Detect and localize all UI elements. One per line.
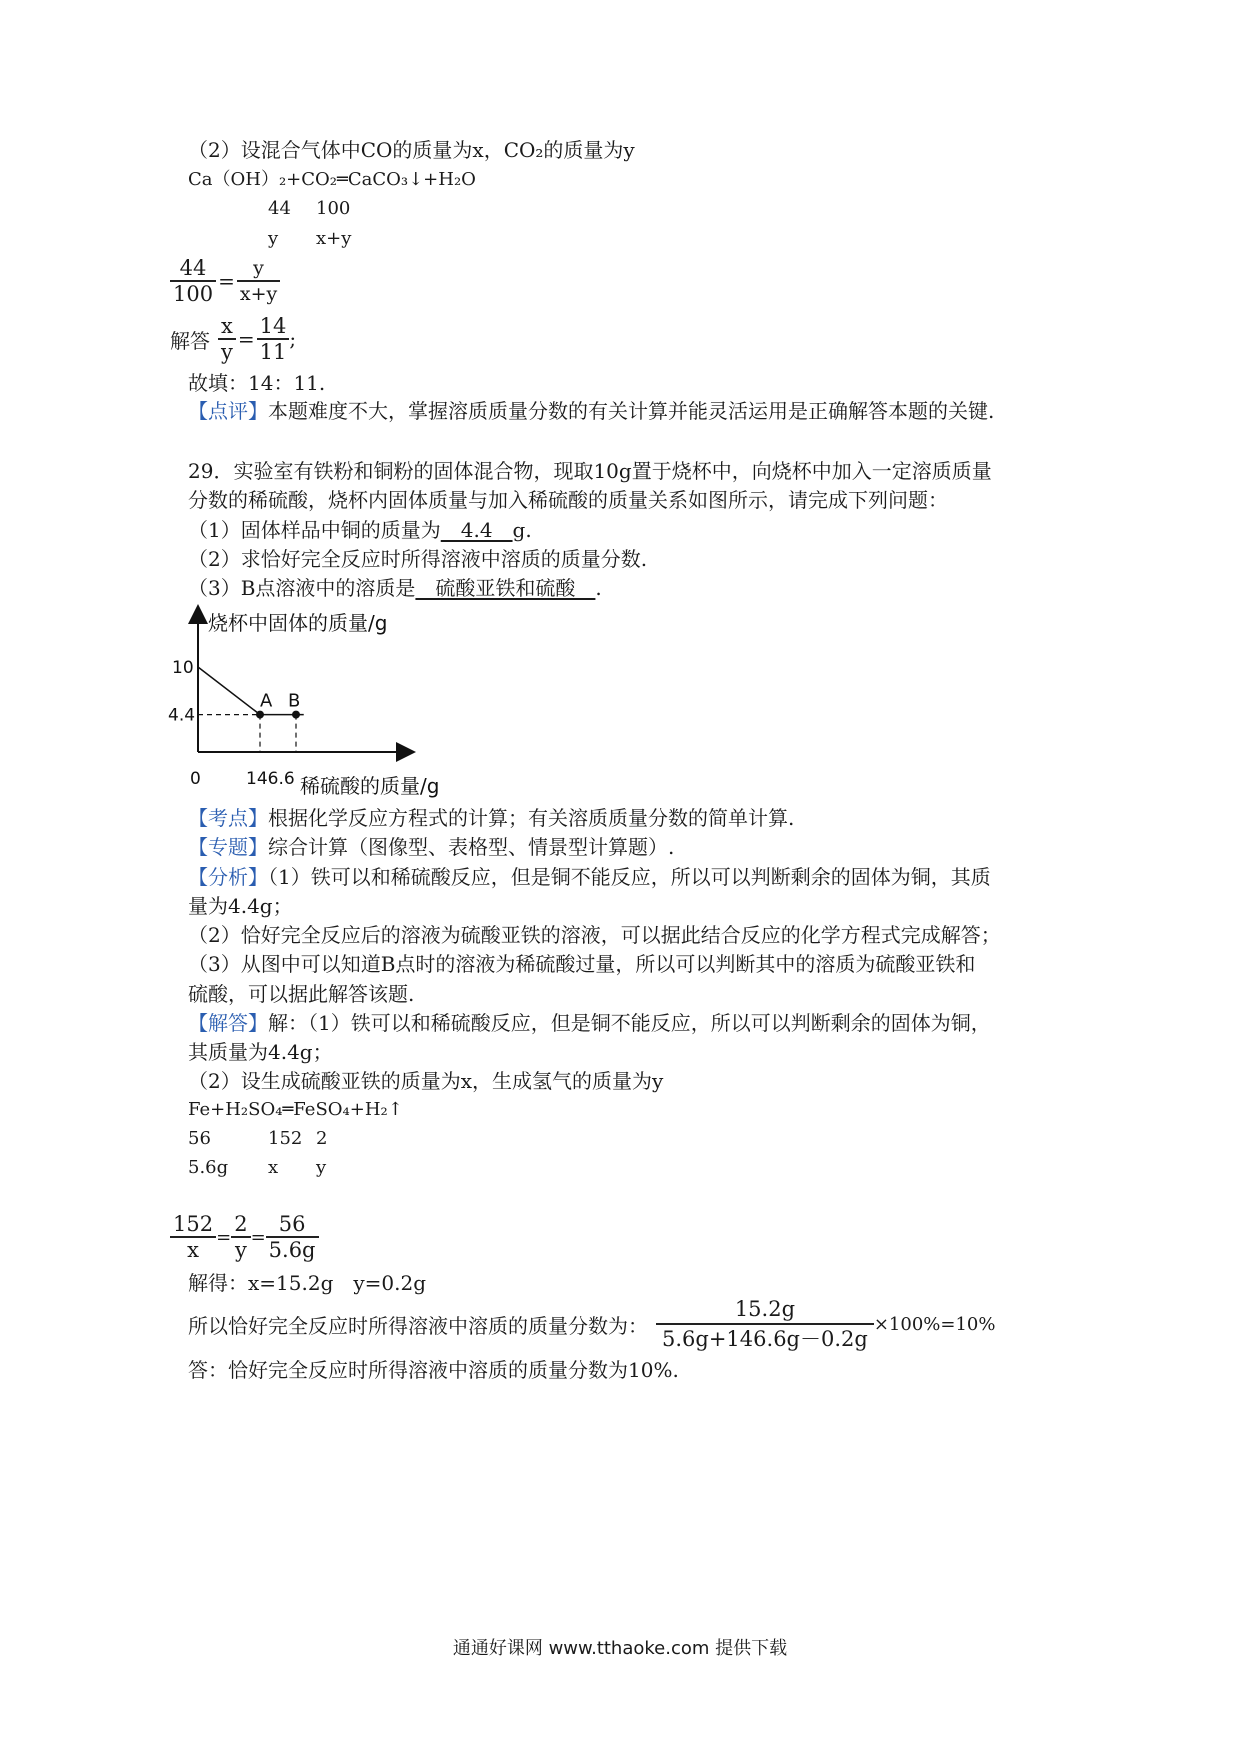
fenxi-line3: （2）恰好完全反应后的溶液为硫酸亚铁的溶液，可以据此结合反应的化学方程式完成解答； xyxy=(188,923,1001,947)
answer-num2: 14 xyxy=(257,314,290,340)
percent-denominator: 5.6g+146.6g－0.2g xyxy=(662,1327,868,1351)
y-tick-4.4: 4.4 xyxy=(168,705,196,726)
kaodian-text: 根据化学反应方程式的计算；有关溶质质量分数的简单计算. xyxy=(268,806,795,830)
q29-stem-line1: 29．实验室有铁粉和铜粉的固体混合物，现取10g置于烧杯中，向烧杯中加入一定溶质质量 xyxy=(188,459,992,483)
var2-y: y xyxy=(316,1157,327,1178)
q29-subq1 xyxy=(188,517,532,543)
q3-answer: 硫酸亚铁和硫酸 xyxy=(415,576,596,600)
answer-den1: y xyxy=(221,340,233,364)
q29-subq3 xyxy=(188,575,602,601)
q3-prompt: （3）B点溶液中的溶质是 xyxy=(188,576,416,600)
jieda-line2: 其质量为4.4g； xyxy=(188,1040,333,1064)
point-A-label: A xyxy=(260,690,273,712)
ratio-equation: $\frac{44}{100}$ = $\frac{y}{x+y}$ xyxy=(170,256,280,306)
answer-label: 解答 xyxy=(170,328,210,353)
ratio2-den1: x xyxy=(187,1238,199,1262)
mass-chart xyxy=(160,600,480,805)
var-y: y xyxy=(268,228,279,249)
ratio-num2: y xyxy=(237,256,280,282)
fenxi-text1: （1）铁可以和稀硫酸反应，但是铜不能反应，所以可以判断剩余的固体为铜，其质 xyxy=(268,865,991,889)
ratio2-num1: 152 xyxy=(170,1212,216,1238)
mass-44: 44 xyxy=(268,198,291,219)
solve-line: 解得：x=15.2g y=0.2g xyxy=(188,1271,427,1295)
zhuanti-line xyxy=(188,834,674,860)
ratio2-num3: 56 xyxy=(266,1212,319,1238)
answer-num1: x xyxy=(218,314,236,340)
ratio-den2: x+y xyxy=(239,283,278,305)
jieda-line3: （2）设生成硫酸亚铁的质量为x，生成氢气的质量为y xyxy=(188,1069,664,1093)
zhuanti-tag: 【专题】 xyxy=(188,835,268,859)
part2-intro: （2）设混合气体中CO的质量为x，CO₂的质量为y xyxy=(188,138,635,162)
final-answer: 答：恰好完全反应时所得溶液中溶质的质量分数为10%. xyxy=(188,1358,679,1382)
answer-den2: 11 xyxy=(259,340,287,364)
answer-line: 解答 $\frac{x}{y}$ = $\frac{14}{11}$ ; xyxy=(170,314,297,364)
ratio-den1: 100 xyxy=(173,282,214,306)
zhuanti-text: 综合计算（图像型、表格型、情景型计算题）. xyxy=(268,835,675,859)
jieda-tag: 【解答】 xyxy=(188,1011,268,1035)
percent-numerator: 15.2g xyxy=(656,1296,874,1325)
point-B xyxy=(292,711,300,719)
fill-answer: 故填：14：11. xyxy=(188,371,326,395)
y-axis-label: 烧杯中固体的质量/g xyxy=(208,611,388,635)
mass-100: 100 xyxy=(316,198,351,219)
ratio-num1: 44 xyxy=(170,256,216,282)
q3-end: . xyxy=(595,576,602,600)
fenxi-tag: 【分析】 xyxy=(188,865,268,889)
fenxi-line4: （3）从图中可以知道B点时的溶液为稀硫酸过量，所以可以判断其中的溶质为硫酸亚铁和 xyxy=(188,952,976,976)
percent-line xyxy=(188,1296,995,1352)
fenxi-line2: 量为4.4g； xyxy=(188,894,293,918)
x-axis-label: 稀硫酸的质量/g xyxy=(300,774,440,798)
point-A xyxy=(256,711,264,719)
origin-label: 0 xyxy=(190,769,201,789)
kaodian-tag: 【考点】 xyxy=(188,806,268,830)
percent-prompt: 所以恰好完全反应时所得溶液中溶质的质量分数为： xyxy=(188,1313,648,1338)
equation-caoh2: Ca（OH）₂+CO₂═CaCO₃↓+H₂O xyxy=(188,169,476,190)
var-xy: x+y xyxy=(316,228,352,249)
comment-tag: 【点评】 xyxy=(188,399,268,423)
jieda-text1: 解：（1）铁可以和稀硫酸反应，但是铜不能反应，所以可以判断剩余的固体为铜， xyxy=(268,1011,991,1035)
kaodian-line xyxy=(188,805,794,831)
var2-x: x xyxy=(268,1157,279,1178)
q29-stem-line2: 分数的稀硫酸，烧杯内固体质量与加入稀硫酸的质量关系如图所示，请完成下列问题： xyxy=(188,488,948,512)
mass2-2: 2 xyxy=(316,1128,328,1149)
point-B-label: B xyxy=(288,690,301,712)
ratio2-equation: $\frac{152}{x}$ = $\frac{2}{y}$ = $\frac{56}{5.6g}$ xyxy=(170,1212,319,1262)
footer: 通通好课网 www.tthaoke.com 提供下载 xyxy=(452,1638,788,1659)
fenxi-line5: 硫酸，可以据此解答该题. xyxy=(188,982,415,1006)
ratio2-den2: y xyxy=(234,1238,247,1262)
percent-result: ×100%=10% xyxy=(873,1313,996,1335)
fenxi-line1 xyxy=(188,864,991,890)
q1-prompt: （1）固体样品中铜的质量为 xyxy=(188,518,441,542)
ratio2-den3: 5.6g xyxy=(268,1238,316,1262)
y-tick-10: 10 xyxy=(172,658,194,678)
equation-fe: Fe+H₂SO₄═FeSO₄+H₂↑ xyxy=(188,1099,403,1120)
q1-unit: g. xyxy=(512,518,532,542)
jieda-line1 xyxy=(188,1010,991,1036)
comment-text: 本题难度不大，掌握溶质质量分数的有关计算并能灵活运用是正确解答本题的关键. xyxy=(268,399,995,423)
x-tick-146.6: 146.6 xyxy=(246,769,295,789)
q29-subq2: （2）求恰好完全反应时所得溶液中溶质的质量分数. xyxy=(188,547,648,571)
mass2-152: 152 xyxy=(268,1128,303,1149)
mass2-56: 56 xyxy=(188,1128,211,1149)
comment-line xyxy=(188,398,994,424)
q1-answer: 4.4 xyxy=(440,518,513,542)
ratio2-num2: 2 xyxy=(231,1212,250,1238)
var2-5.6g: 5.6g xyxy=(188,1157,229,1178)
